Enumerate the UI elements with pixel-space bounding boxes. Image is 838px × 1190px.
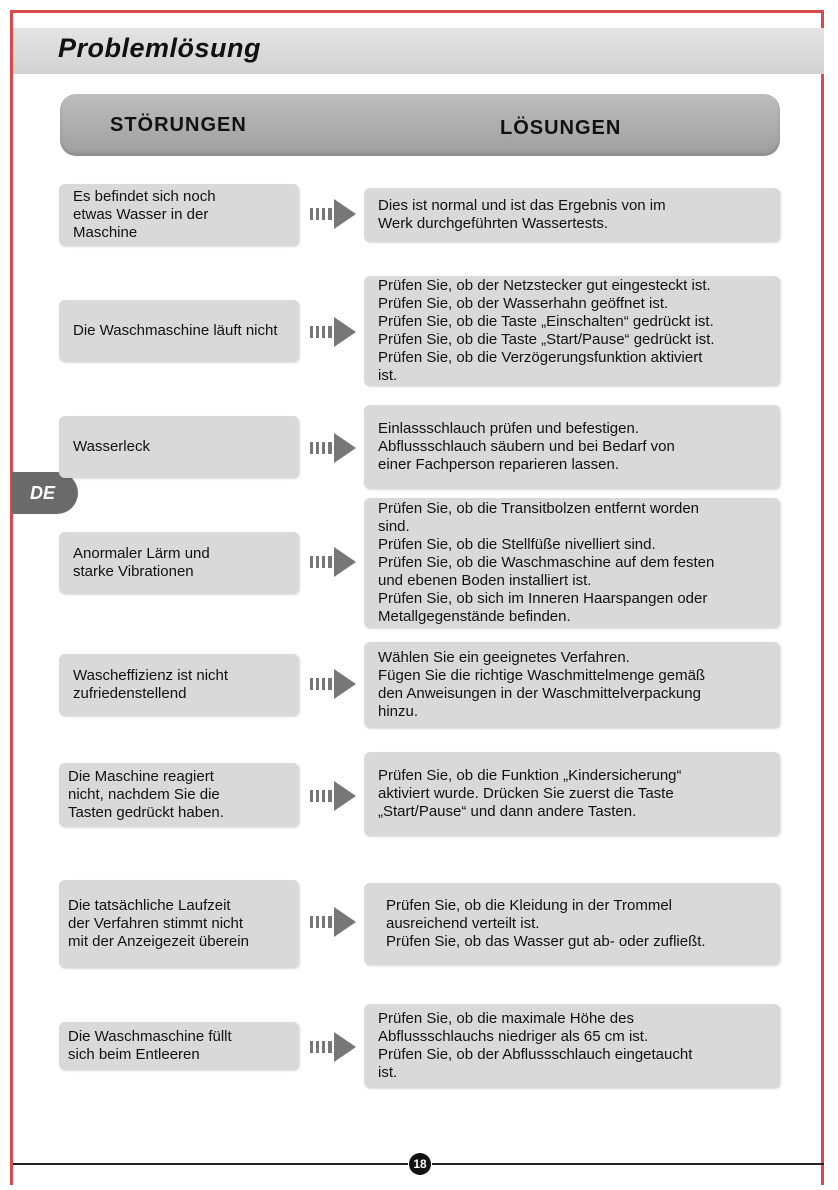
problem-box bbox=[59, 416, 299, 478]
solution-text: Prüfen Sie, ob die Kleidung in der Trommel ausreichend verteilt ist. Prüfen Sie, ob das Wasser gut ab- oder zufließt. bbox=[386, 897, 706, 950]
problem-text: Wascheffizienz ist nicht zufriedenstellend bbox=[73, 667, 229, 702]
problem-box bbox=[59, 880, 299, 968]
solution-box bbox=[364, 498, 780, 628]
problem-box bbox=[59, 300, 299, 362]
arrow-right-icon bbox=[310, 198, 358, 230]
header-solutions-label: LÖSUNGEN bbox=[500, 117, 622, 139]
problem-text: Die Waschmaschine läuft nicht bbox=[73, 322, 278, 339]
solution-text: Einlassschlauch prüfen und befestigen. Abflussschlauch säubern und bei Bedarf von einer Fachperson reparieren lassen. bbox=[378, 420, 675, 473]
problem-box bbox=[59, 532, 299, 594]
problem-box bbox=[59, 654, 299, 716]
solution-box bbox=[364, 1004, 780, 1088]
header-problems-label: STÖRUNGEN bbox=[110, 114, 247, 136]
language-tab: DE bbox=[12, 472, 78, 514]
solution-text: Prüfen Sie, ob der Netzstecker gut eingesteckt ist. Prüfen Sie, ob der Wasserhahn geöffnet ist. Prüfen Sie, ob die Taste „Einschalten“ gedrückt ist. Prüfen Sie, ob die Taste „Start/Pause“ gedrückt ist. Prüfen Sie, ob die Verzögerungsfunktion aktiviert ist. bbox=[378, 277, 715, 384]
arrow-right-icon bbox=[310, 546, 358, 578]
arrow-right-icon bbox=[310, 668, 358, 700]
arrow-right-icon bbox=[310, 1031, 358, 1063]
arrow-right-icon bbox=[310, 432, 358, 464]
solution-box bbox=[364, 752, 780, 836]
solution-text: Prüfen Sie, ob die Transitbolzen entfernt worden sind. Prüfen Sie, ob die Stellfüße nivelliert sind. Prüfen Sie, ob die Waschmaschine auf dem festen und ebenen Boden installiert ist. Prüfen Sie, ob sich im Inneren Haarspangen oder Metallgegenstände befinden. bbox=[378, 500, 715, 625]
solution-text: Wählen Sie ein geeignetes Verfahren. Fügen Sie die richtige Waschmittelmenge gemäß den Anweisungen in der Waschmittelverpackung hinzu. bbox=[378, 649, 706, 720]
page-number: 18 bbox=[409, 1153, 431, 1175]
arrow-right-icon bbox=[310, 316, 358, 348]
problem-box bbox=[59, 763, 299, 827]
solution-box bbox=[364, 642, 780, 728]
solution-text: Prüfen Sie, ob die maximale Höhe des Abflussschlauchs niedriger als 65 cm ist. Prüfen Sie, ob der Abflussschlauch eingetaucht ist. bbox=[378, 1010, 693, 1081]
solution-text: Prüfen Sie, ob die Funktion „Kindersicherung“ aktiviert wurde. Drücken Sie zuerst die Taste „Start/Pause“ und dann andere Tasten. bbox=[378, 767, 682, 820]
footer-line-right bbox=[432, 1163, 824, 1165]
arrow-right-icon bbox=[310, 780, 358, 812]
footer-line-left bbox=[13, 1163, 408, 1165]
solution-box bbox=[364, 883, 780, 965]
problem-text: Die Waschmaschine füllt sich beim Entleeren bbox=[68, 1028, 232, 1063]
solution-text: Dies ist normal und ist das Ergebnis von im Werk durchgeführten Wassertests. bbox=[378, 197, 666, 232]
problem-text: Die Maschine reagiert nicht, nachdem Sie die Tasten gedrückt haben. bbox=[68, 768, 224, 821]
problem-text: Wasserleck bbox=[73, 438, 150, 455]
solution-box bbox=[364, 405, 780, 489]
problem-text: Es befindet sich noch etwas Wasser in der Maschine bbox=[73, 188, 216, 241]
solution-box bbox=[364, 276, 780, 386]
problem-text: Die tatsächliche Laufzeit der Verfahren stimmt nicht mit der Anzeigezeit überein bbox=[68, 897, 249, 950]
problem-box bbox=[59, 1022, 299, 1070]
arrow-right-icon bbox=[310, 906, 358, 938]
page-title: Problemlösung bbox=[58, 33, 262, 63]
solution-box bbox=[364, 188, 780, 242]
problem-text: Anormaler Lärm und starke Vibrationen bbox=[73, 545, 210, 580]
problem-box bbox=[59, 184, 299, 246]
